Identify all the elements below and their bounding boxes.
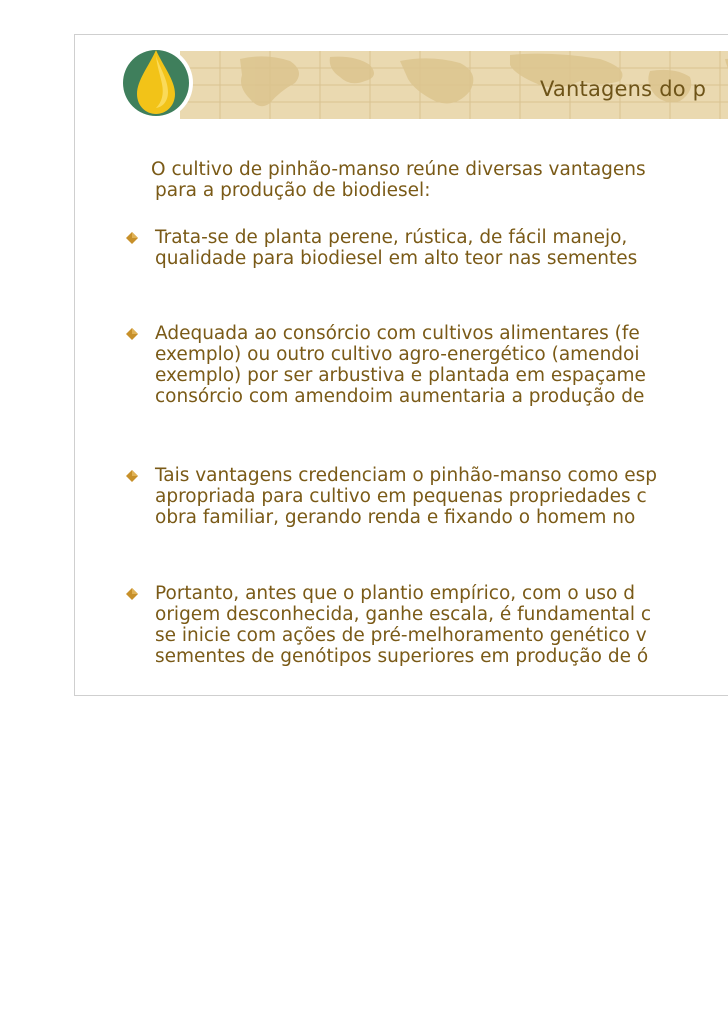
diamond-bullet-icon bbox=[125, 231, 139, 245]
bullet-line: apropriada para cultivo em pequenas propriedades c bbox=[155, 486, 647, 507]
bullet-line: consórcio com amendoim aumentaria a produção de bbox=[155, 386, 645, 407]
slide-title: Vantagens do p bbox=[540, 77, 707, 101]
bullet-line: Adequada ao consórcio com cultivos alimentares (fe bbox=[155, 323, 640, 344]
bullet-line: sementes de genótipos superiores em produção de ó bbox=[155, 646, 649, 667]
diamond-bullet-icon bbox=[125, 327, 139, 341]
diamond-bullet-icon bbox=[125, 587, 139, 601]
bullet-line: origem desconhecida, ganhe escala, é fundamental c bbox=[155, 604, 652, 625]
bullet-line: Trata-se de planta perene, rústica, de fácil manejo, bbox=[155, 227, 628, 248]
intro-paragraph bbox=[151, 159, 646, 201]
intro-line: para a produção de biodiesel: bbox=[155, 180, 431, 201]
slide bbox=[74, 34, 728, 696]
bullet-item bbox=[155, 227, 637, 269]
oil-drop-logo-icon bbox=[117, 44, 195, 122]
bullet-line: Tais vantagens credenciam o pinhão-manso como esp bbox=[155, 465, 657, 486]
intro-line: O cultivo de pinhão-manso reúne diversas vantagens bbox=[151, 159, 646, 180]
bullet-item bbox=[155, 323, 646, 407]
bullet-line: qualidade para biodiesel em alto teor nas sementes bbox=[155, 248, 638, 269]
bullet-item bbox=[155, 465, 657, 528]
bullet-item bbox=[155, 583, 651, 667]
bullet-line: Portanto, antes que o plantio empírico, com o uso d bbox=[155, 583, 635, 604]
bullet-line: se inicie com ações de pré-melhoramento genético v bbox=[155, 625, 647, 646]
bullet-line: obra familiar, gerando renda e fixando o homem no bbox=[155, 507, 636, 528]
bullet-line: exemplo) por ser arbustiva e plantada em espaçame bbox=[155, 365, 646, 386]
bullet-line: exemplo) ou outro cultivo agro-energético (amendoi bbox=[155, 344, 640, 365]
diamond-bullet-icon bbox=[125, 469, 139, 483]
